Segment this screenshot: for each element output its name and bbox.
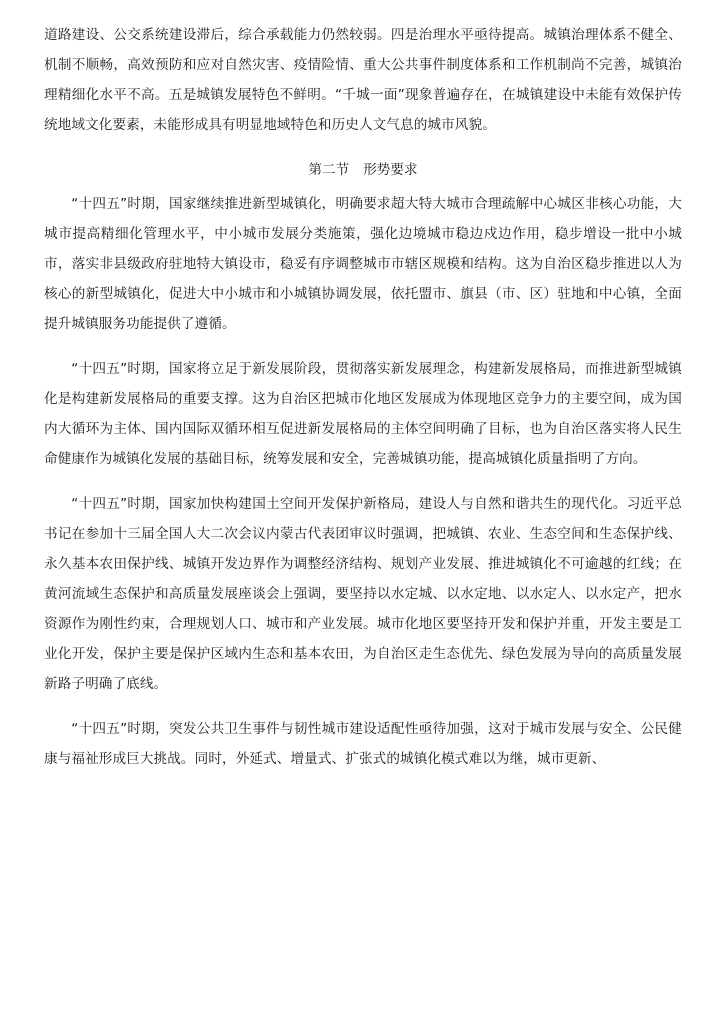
paragraph-1: “十四五”时期，国家继续推进新型城镇化，明确要求超大特大城市合理疏解中心城区非核心功能，大城市提高精细化管理水平，中小城市发展分类施策，强化边境城市稳边戍边作用，稳步增设一批中小城市，落实非县级政府驻地特大镇设市，稳妥有序调整城市市辖区规模和结构。这为自治区稳步推进以人为核心的新型城镇化，促进大中小城市和小城镇协调发展，依托盟市、旗县（市、区）驻地和中心镇，全面提升城镇服务功能提供了遵循。 (44, 196, 682, 332)
section-heading (44, 155, 682, 185)
paragraph-2: “十四五”时期，国家将立足于新发展阶段，贯彻落实新发展理念，构建新发展格局，而推进新型城镇化是构建新发展格局的重要支撑。这为自治区把城市化地区发展成为体现地区竞争力的主要空间，成为国内大循环为主体、国内国际双循环相互促进新发展格局的主体空间明确了目标，也为自治区落实将人民生命健康作为城镇化发展的基础目标，统筹发展和安全，完善城镇功能，提高城镇化质量指明了方向。 (44, 361, 682, 467)
document-page (44, 20, 682, 774)
paragraph-3: “十四五”时期，国家加快构建国土空间开发保护新格局，建设人与自然和谐共生的现代化。习近平总书记在参加十三届全国人大二次会议内蒙古代表团审议时强调，把城镇、农业、生态空间和生态保护线、永久基本农田保护线、城镇开发边界作为调整经济结构、规划产业发展、推进城镇化不可逾越的红线；在黄河流域生态保护和高质量发展座谈会上强调，要坚持以水定城、以水定地、以水定人、以水定产，把水资源作为刚性约束，合理规划人口、城市和产业发展。城市化地区要坚持开发和保护并重，开发主要是工业化开发，保护主要是保护区域内生态和基本农田，为自治区走生态优先、绿色发展为导向的高质量发展新路子明确了底线。 (44, 496, 682, 692)
continuation-paragraph: 道路建设、公交系统建设滞后，综合承载能力仍然较弱。四是治理水平亟待提高。城镇治理体系不健全、机制不顺畅，高效预防和应对自然灾害、疫情险情、重大公共事件制度体系和工作机制尚不完善，城镇治理精细化水平不高。五是城镇发展特色不鲜明。“千城一面”现象普遍存在，在城镇建设中未能有效保护传统地域文化要素，未能形成具有明显地域特色和历史人文气息的城市风貌。 (44, 27, 682, 133)
paragraph-4: “十四五”时期，突发公共卫生事件与韧性城市建设适配性亟待加强，这对于城市发展与安全、公民健康与福祉形成巨大挑战。同时，外延式、增量式、扩张式的城镇化模式难以为继，城市更新、 (44, 721, 682, 767)
section-number: 第二节 (308, 162, 350, 178)
section-title-text: 形势要求 (363, 162, 418, 178)
